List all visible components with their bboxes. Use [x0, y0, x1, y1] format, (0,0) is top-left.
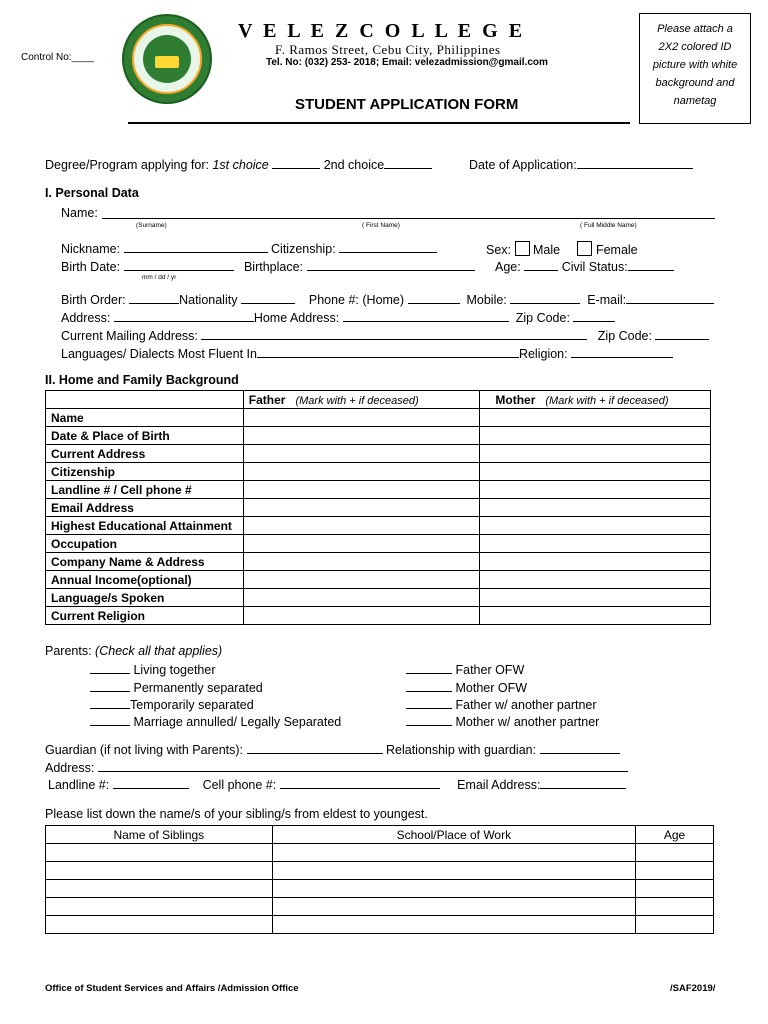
- family-row-label: Highest Educational Attainment: [46, 517, 244, 535]
- sibling-name-cell[interactable]: [46, 880, 273, 898]
- table-row: [46, 499, 711, 517]
- birth-order-label: Birth Order:: [61, 293, 126, 307]
- family-row-label: Email Address: [46, 499, 244, 517]
- mobile-label: Mobile:: [466, 293, 507, 307]
- nationality-field[interactable]: [241, 292, 295, 304]
- table-row: [46, 553, 711, 571]
- languages-field[interactable]: [257, 346, 519, 358]
- father-cell[interactable]: [243, 463, 480, 481]
- family-header-blank: [46, 391, 244, 409]
- religion-label: Religion:: [518, 347, 568, 361]
- guardian-address-field[interactable]: [98, 760, 628, 772]
- parents-line: [45, 644, 222, 658]
- guardian-row: [45, 742, 620, 757]
- birthplace-label: Birthplace:: [243, 260, 304, 274]
- birthdate-field[interactable]: [124, 259, 234, 271]
- relationship-field[interactable]: [540, 742, 620, 754]
- father-cell[interactable]: [243, 481, 480, 499]
- zip-code-label: Zip Code:: [515, 311, 570, 325]
- mother-cell[interactable]: [480, 607, 711, 625]
- mother-cell[interactable]: [480, 553, 711, 571]
- mother-cell[interactable]: [480, 409, 711, 427]
- parent-option-left[interactable]: [90, 714, 341, 729]
- father-label: Father: [248, 392, 286, 407]
- age-field[interactable]: [524, 259, 558, 271]
- family-row-label: Occupation: [46, 535, 244, 553]
- languages-label: Languages/ Dialects Most Fluent In: [61, 347, 257, 361]
- table-row: [46, 463, 711, 481]
- sex-label: Sex:: [486, 243, 512, 257]
- guardian-field[interactable]: [247, 742, 383, 754]
- sibling-name-cell[interactable]: [46, 898, 273, 916]
- religion-field[interactable]: [571, 346, 673, 358]
- birth-order-row: [61, 292, 714, 307]
- mother-cell[interactable]: [480, 463, 711, 481]
- birthdate-label: Birth Date:: [61, 260, 121, 274]
- guardian-email-field[interactable]: [540, 777, 626, 789]
- parent-option-label: Mother w/ another partner: [455, 715, 600, 729]
- age-label: Age:: [495, 260, 521, 274]
- father-cell[interactable]: [243, 607, 480, 625]
- family-row-label: Current Address: [46, 445, 244, 463]
- second-choice-label: 2nd choice: [323, 158, 385, 172]
- mailing-row: [61, 328, 709, 343]
- mother-cell[interactable]: [480, 571, 711, 589]
- father-cell[interactable]: [243, 589, 480, 607]
- table-row: [46, 880, 714, 898]
- date-application-label: Date of Application:: [469, 158, 577, 172]
- father-cell[interactable]: [243, 499, 480, 517]
- address-label: Address:: [61, 311, 111, 325]
- parent-option-label: Permanently separated: [133, 681, 263, 695]
- civil-status-label: Civil Status:: [561, 260, 628, 274]
- table-row: [46, 844, 714, 862]
- table-row: [46, 607, 711, 625]
- email-field[interactable]: [626, 292, 714, 304]
- guardian-address-row: [45, 760, 628, 775]
- relationship-label: Relationship with guardian:: [385, 743, 537, 757]
- female-label: Female: [595, 243, 638, 257]
- table-row: [46, 862, 714, 880]
- birthplace-field[interactable]: [307, 259, 475, 271]
- birthdate-row: [61, 259, 475, 274]
- family-row-label: Current Religion: [46, 607, 244, 625]
- father-cell[interactable]: [243, 571, 480, 589]
- sibling-name-cell[interactable]: [46, 862, 273, 880]
- address-field[interactable]: [114, 310, 254, 322]
- father-cell[interactable]: [243, 517, 480, 535]
- nickname-row: [61, 241, 437, 256]
- zip-code2-field[interactable]: [655, 328, 709, 340]
- guardian-contact-row: [48, 777, 626, 792]
- sibling-age-cell[interactable]: [636, 916, 714, 934]
- parent-option-left[interactable]: [90, 697, 254, 712]
- father-cell[interactable]: [243, 553, 480, 571]
- college-address: F. Ramos Street, Cebu City, Philippines: [275, 42, 501, 57]
- siblings-table: [45, 825, 714, 934]
- parent-option-label: Marriage annulled/ Legally Separated: [133, 715, 342, 729]
- family-heading: II. Home and Family Background: [45, 373, 239, 387]
- table-row: [46, 481, 711, 499]
- nickname-field[interactable]: [124, 241, 268, 253]
- parent-option-label: Mother OFW: [455, 681, 528, 695]
- siblings-header-name: Name of Siblings: [46, 826, 273, 844]
- citizenship-field[interactable]: [339, 241, 437, 253]
- parent-option-label: Father w/ another partner: [455, 698, 597, 712]
- parent-option-right[interactable]: [406, 714, 599, 729]
- guardian-cellphone-label: Cell phone #:: [202, 778, 277, 792]
- parent-option-label: Living together: [133, 663, 216, 677]
- family-row-label: Company Name & Address: [46, 553, 244, 571]
- table-row: [46, 898, 714, 916]
- father-cell[interactable]: [243, 445, 480, 463]
- mother-deceased-note: (Mark with + if deceased): [545, 394, 669, 407]
- nickname-label: Nickname:: [61, 242, 121, 256]
- family-row-label: Landline # / Cell phone #: [46, 481, 244, 499]
- header-rule: [128, 122, 630, 124]
- sibling-name-cell[interactable]: [46, 916, 273, 934]
- home-address-field[interactable]: [343, 310, 509, 322]
- home-address-label: Home Address:: [253, 311, 340, 325]
- mother-label: Mother: [495, 392, 536, 407]
- zip-code2-label: Zip Code:: [597, 329, 652, 343]
- personal-heading: I. Personal Data: [45, 186, 139, 200]
- sibling-age-cell[interactable]: [636, 880, 714, 898]
- college-contact: Tel. No: (032) 253- 2018; Email: velezadmission@gmail.com: [266, 57, 548, 68]
- table-row: [46, 589, 711, 607]
- surname-caption: (Surname): [136, 222, 167, 229]
- mother-cell[interactable]: [480, 427, 711, 445]
- college-name: V E L E Z C O L L E G E: [238, 20, 526, 42]
- photo-box: Please attach a 2X2 colored ID picture with white background and nametag: [639, 13, 751, 124]
- sibling-age-cell[interactable]: [636, 844, 714, 862]
- mother-cell[interactable]: [480, 535, 711, 553]
- table-row: [46, 916, 714, 934]
- family-row-label: Name: [46, 409, 244, 427]
- table-row: [46, 571, 711, 589]
- mother-cell[interactable]: [480, 445, 711, 463]
- parent-option-label: Temporarily separated: [130, 698, 254, 712]
- table-row: [46, 427, 711, 445]
- father-deceased-note: (Mark with + if deceased): [295, 394, 419, 407]
- guardian-address-label: Address:: [45, 761, 95, 775]
- zip-code-field[interactable]: [573, 310, 615, 322]
- guardian-email-label: Email Address:: [457, 778, 541, 792]
- date-format-caption: mm / dd / yr: [142, 274, 177, 281]
- sibling-school-cell[interactable]: [272, 862, 635, 880]
- parent-option-left[interactable]: [90, 680, 263, 695]
- sibling-age-cell[interactable]: [636, 898, 714, 916]
- family-row-label: Date & Place of Birth: [46, 427, 244, 445]
- father-cell[interactable]: [243, 409, 480, 427]
- siblings-instruction: Please list down the name/s of your sibling/s from eldest to youngest.: [45, 807, 428, 821]
- first-choice-label: 1st choice: [212, 158, 269, 172]
- sibling-age-cell[interactable]: [636, 862, 714, 880]
- parents-note: (Check all that applies): [95, 644, 223, 658]
- address-row: [61, 310, 615, 325]
- family-row-label: Citizenship: [46, 463, 244, 481]
- parents-label: Parents:: [45, 644, 92, 658]
- guardian-landline-field[interactable]: [113, 777, 189, 789]
- table-row: [46, 445, 711, 463]
- male-label: Male: [532, 243, 561, 257]
- father-cell[interactable]: [243, 427, 480, 445]
- firstname-caption: ( First Name): [362, 222, 400, 229]
- mother-cell[interactable]: [480, 481, 711, 499]
- male-checkbox[interactable]: [515, 241, 530, 256]
- parent-option-right[interactable]: [406, 662, 524, 677]
- form-title: STUDENT APPLICATION FORM: [295, 96, 519, 113]
- family-row-label: Annual Income(optional): [46, 571, 244, 589]
- table-row: [46, 517, 711, 535]
- parent-option-label: Father OFW: [455, 663, 525, 677]
- sibling-school-cell[interactable]: [272, 898, 635, 916]
- guardian-cellphone-field[interactable]: [280, 777, 440, 789]
- footer-office: Office of Student Services and Affairs /Admission Office: [45, 983, 299, 994]
- degree-line: [45, 157, 432, 172]
- sex-row: [486, 241, 638, 257]
- parent-option-right[interactable]: [406, 697, 597, 712]
- age-civil-row: [495, 259, 674, 274]
- control-no-label: Control No:____: [21, 52, 94, 63]
- degree-label: Degree/Program applying for:: [45, 158, 209, 172]
- middlename-caption: ( Full Middle Name): [580, 222, 637, 229]
- sibling-school-cell[interactable]: [272, 844, 635, 862]
- college-logo: [122, 14, 212, 104]
- mobile-field[interactable]: [510, 292, 580, 304]
- guardian-landline-label: Landline #:: [48, 778, 110, 792]
- footer-code: /SAF2019/: [670, 983, 716, 994]
- guardian-label: Guardian (if not living with Parents):: [45, 743, 244, 757]
- parent-option-left[interactable]: [90, 662, 216, 677]
- father-cell[interactable]: [243, 535, 480, 553]
- siblings-header-age: Age: [636, 826, 714, 844]
- parent-option-right[interactable]: [406, 680, 527, 695]
- family-table: [45, 390, 711, 625]
- mother-cell[interactable]: [480, 589, 711, 607]
- birth-order-field[interactable]: [129, 292, 179, 304]
- sibling-school-cell[interactable]: [272, 880, 635, 898]
- name-line[interactable]: [102, 218, 715, 219]
- citizenship-label: Citizenship:: [271, 242, 336, 256]
- table-row: [46, 409, 711, 427]
- female-checkbox[interactable]: [577, 241, 592, 256]
- date-application: [469, 157, 693, 172]
- civil-status-field[interactable]: [628, 259, 674, 271]
- mailing-address-label: Current Mailing Address:: [61, 329, 198, 343]
- mother-cell[interactable]: [480, 499, 711, 517]
- sibling-name-cell[interactable]: [46, 844, 273, 862]
- father-header: [243, 391, 480, 409]
- sibling-school-cell[interactable]: [272, 916, 635, 934]
- email-label: E-mail:: [587, 293, 627, 307]
- mother-cell[interactable]: [480, 517, 711, 535]
- siblings-header-school: School/Place of Work: [272, 826, 635, 844]
- phone-home-field[interactable]: [408, 292, 460, 304]
- languages-row: [61, 346, 673, 361]
- mailing-address-field[interactable]: [201, 328, 587, 340]
- name-label: Name:: [61, 206, 98, 220]
- nationality-label: Nationality: [179, 293, 238, 307]
- phone-home-label: Phone #: (Home): [308, 293, 405, 307]
- mother-header: [480, 391, 711, 409]
- family-row-label: Language/s Spoken: [46, 589, 244, 607]
- table-row: [46, 535, 711, 553]
